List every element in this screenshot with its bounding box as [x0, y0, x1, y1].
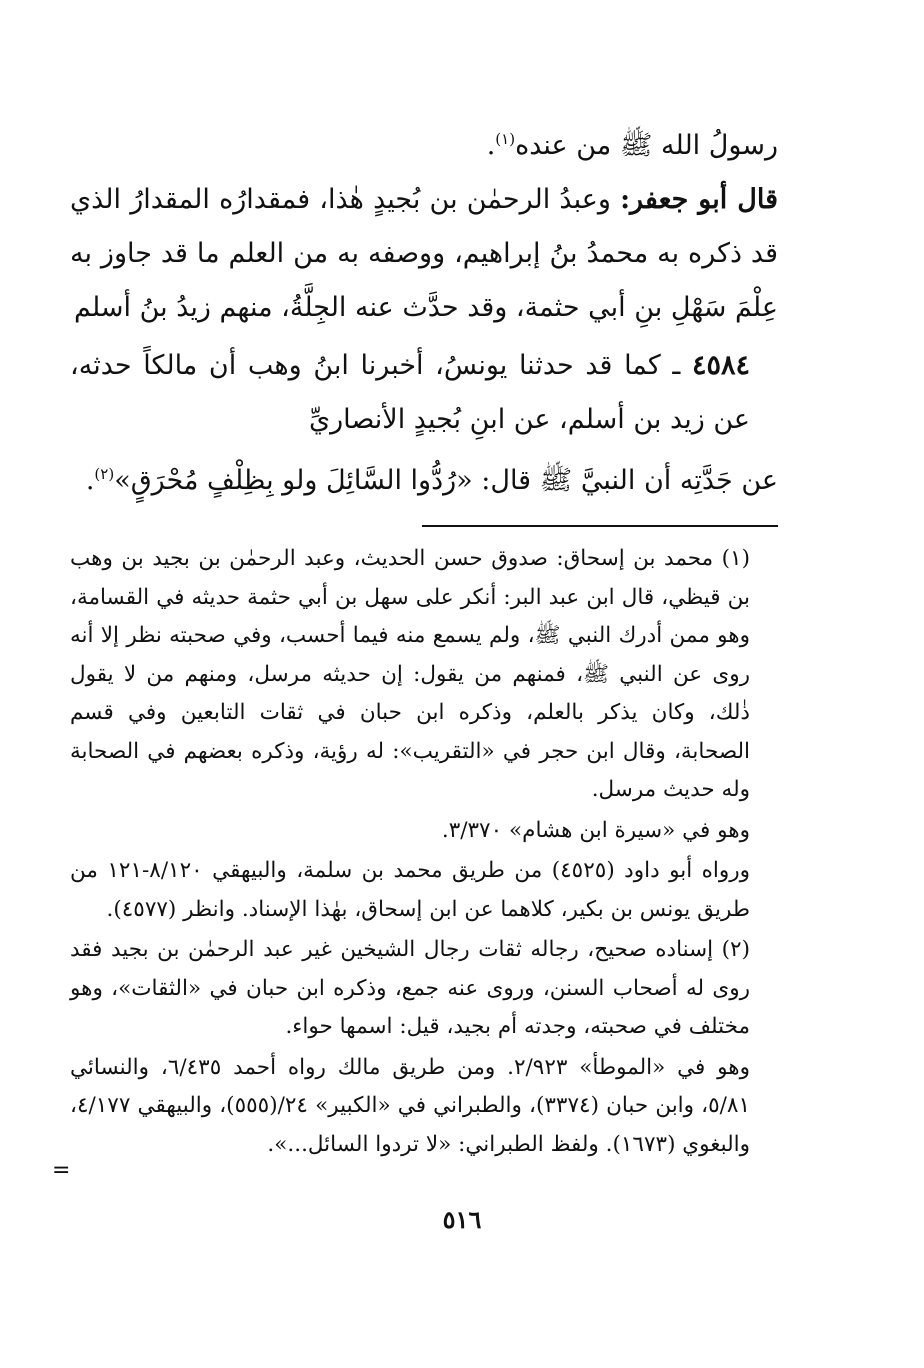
footnote-1-paragraph-3: ورواه أبو داود (٤٥٢٥) من طريق محمد بن سلمة، والبيهقي ٨/١٢٠-١٢١ من طريق يونس بن بكير، كلاهما عن ابن إسحاق، بهٰذا الإسناد. وانظر (٤٥٧٧). [70, 858, 751, 922]
opening-line [70, 112, 778, 173]
footnote-1-paragraph-1: (١) محمد بن إسحاق: صدوق حسن الحديث، وعبد الرحمٰن بن بجيد بن وهب بن قيظي، قال ابن عبد البر: أنكر على سهل بن أبي حثمة حديثه في القسامة، وهو ممن أدرك النبي ﷺ، ولم يسمع منه فيما أحسب، وفي صحبته نظر إلا أنه روى عن النبي ﷺ، فمنهم من يقول: إن حديثه مرسل، ومنهم من لا يقول ذٰلك، وكان يذكر بالعلم، وذكره ابن حبان في ثقات التابعين وفي قسم الصحابة، وقال ابن حجر في «التقريب»: له رؤية، وذكره بعضهم في الصحابة وله حديث مرسل. [70, 546, 750, 802]
footnote-2-paragraph-2: وهو في «الموطأ» ٢/٩٢٣. ومن طريق مالك رواه أحمد ٦/٤٣٥، والنسائي ٥/٨١، وابن حبان (٣٣٧٤)، والطبراني في «الكبير» ٢٤/(٥٥٥)، والبيهقي ٤/١٧٧، والبغوي (١٦٧٣). ولفظ الطبراني: «لا تردوا السائل...». [70, 1054, 750, 1157]
hadith-text [70, 447, 778, 508]
page-number: ٥١٦ [442, 1205, 482, 1234]
hadith-text-end: . [85, 465, 95, 496]
footnotes [70, 540, 778, 1166]
hadith-chain: ـ كما قد حدثنا يونسُ، أخبرنا ابنُ وهب أن مالكاً حدثه، عن زيد بن أسلم، عن ابنِ بُجيدٍ الأنصاريِّ [70, 350, 750, 435]
commentary-paragraph [70, 173, 778, 335]
opening-line-text: رسولُ الله ﷺ من عنده [515, 130, 778, 161]
hadith-entry [70, 339, 778, 447]
footnote-ref-1[interactable]: (١) [495, 130, 516, 148]
footnote-2-paragraph-1: (٢) إسناده صحيح، رجاله ثقات رجال الشيخين غير عبد الرحمٰن بن بجيد فقد روى له أصحاب السنن، وروى عنه جمع، وذكره ابن حبان في «الثقات»، وهو مختلف في صحبته، وجدته أم بجيد، قيل: اسمها حواء. [70, 937, 750, 1039]
commentary-body: وعبدُ الرحمٰن بن بُجيدٍ هٰذا، فمقدارُه المقدارُ الذي قد ذكره به محمدُ بنُ إبراهيم، ووصفه به من العلم ما قد جاوز به عِلْمَ سَهْلِ بنِ أبي حثمة، وقد حدَّث عنه الجِلَّةُ، منهم زيدُ بنُ أسلم [70, 184, 778, 323]
hadith-text-body: عن جَدَّتِه أن النبيَّ ﷺ قال: «رُدُّوا السَّائِلَ ولو بِظِلْفٍ مُحْرَقٍ» [114, 465, 778, 496]
opening-line-end: . [486, 130, 496, 161]
continuation-mark: = [52, 1158, 71, 1183]
hadith-number: ٤٥٨٤ [691, 350, 750, 381]
main-text [70, 112, 778, 508]
footnote-separator [422, 525, 778, 527]
footnote-1-paragraph-2: وهو في «سيرة ابن هشام» ٣/٣٧٠. [441, 817, 750, 843]
footnote-ref-2[interactable]: (٢) [94, 465, 115, 483]
commentary-lead: قال أبو جعفر: [620, 184, 778, 215]
